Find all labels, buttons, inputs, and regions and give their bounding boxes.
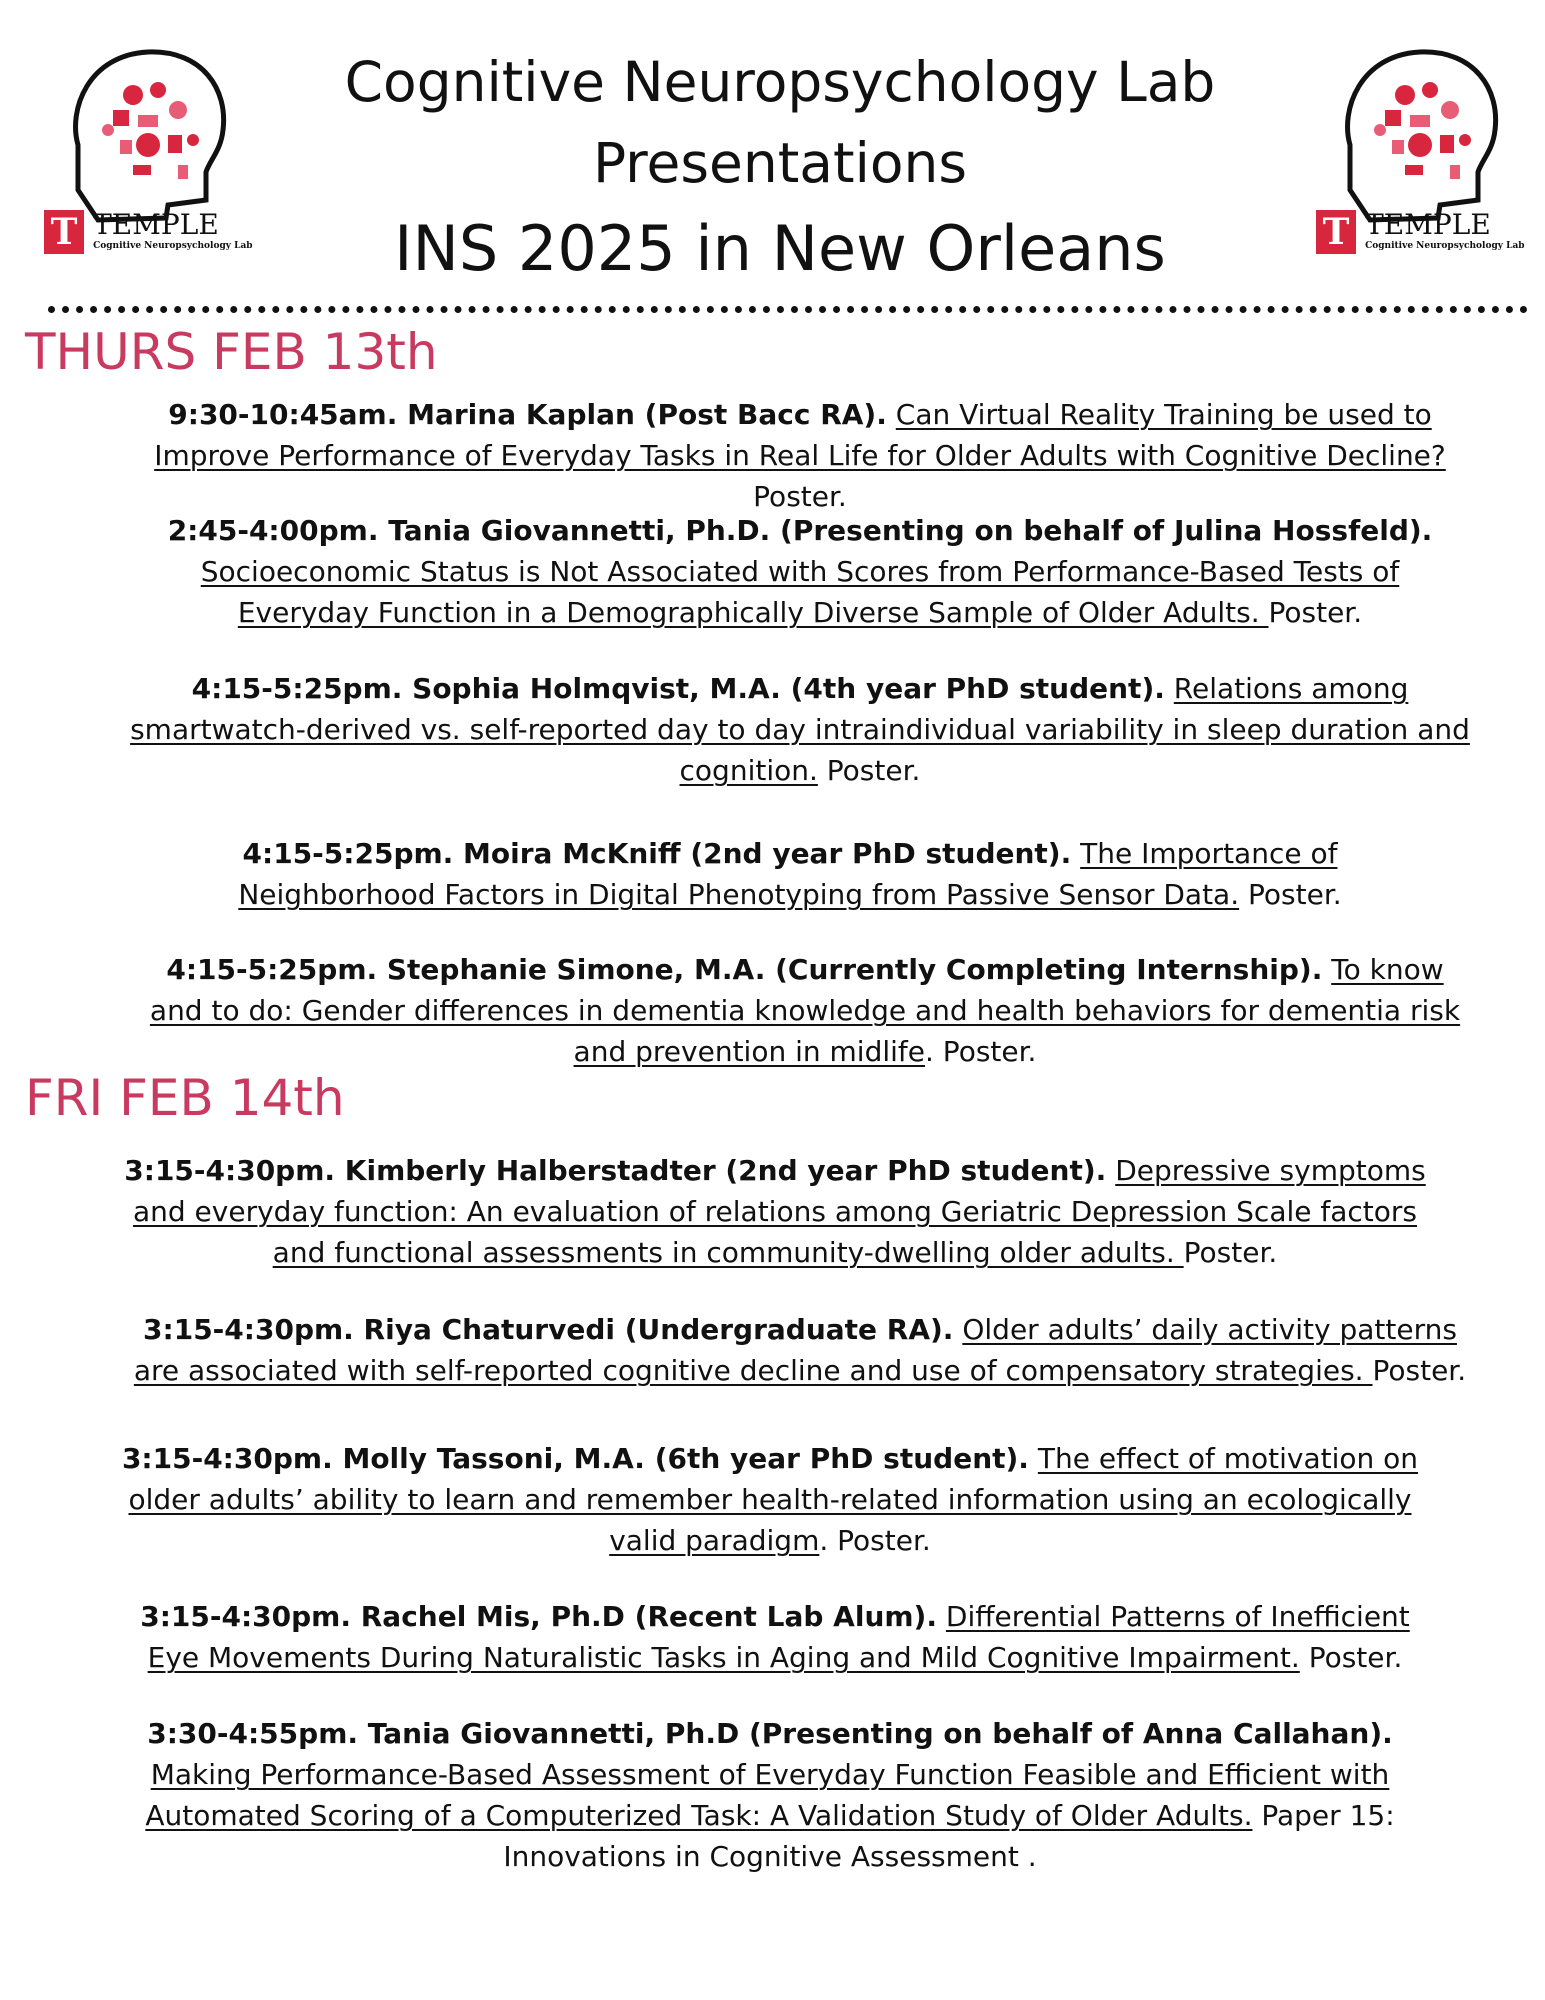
entry-title-link[interactable]: Socioeconomic Status is Not Associated with Scores from Performance-Based Tests of Everyday Function in a Demographically Diverse Sample of Older Adults. [200,555,1400,629]
entry-header: 4:15-5:25pm. Stephanie Simone, M.A. (Currently Completing Internship). [166,953,1323,986]
temple-brand-text: TEMPLE [93,208,219,241]
entry-header: 3:15-4:30pm. Rachel Mis, Ph.D (Recent Lab Alum). [140,1600,937,1633]
page-title-line-3: INS 2025 in New Orleans [394,212,1166,285]
entry-title-link[interactable]: To know and to do: Gender differences in dementia knowledge and health behaviors for dementia risk and prevention in midlife [149,953,1461,1068]
temple-t-icon: T [44,210,84,254]
schedule-entry [110,1713,1430,1877]
entry-type: Poster. [1268,596,1363,629]
entry-type: Poster. [817,754,921,787]
temple-brand-text: TEMPLE [1365,208,1491,241]
temple-brand-sub: Cognitive Neuropsychology Lab [93,241,253,251]
entry-type: Poster. [1299,1641,1403,1674]
entry-header: 3:15-4:30pm. Molly Tassoni, M.A. (6th year PhD student). [121,1442,1029,1475]
schedule-entry [125,1596,1425,1678]
entry-title-link[interactable]: Differential Patterns of Inefficient Eye Movements During Naturalistic Tasks in Aging and Mild Cognitive Impairment. [147,1600,1410,1674]
temple-brand-right [1316,210,1525,254]
day-heading-thursday: THURS FEB 13th [25,323,438,381]
entry-title-link[interactable]: Can Virtual Reality Training be used to Improve Performance of Everyday Tasks in Real Life for Older Adults with Cognitive Decline? [154,398,1446,472]
temple-brand-sub: Cognitive Neuropsychology Lab [1365,241,1525,251]
entry-header: 4:15-5:25pm. Moira McKniff (2nd year PhD student). [242,837,1072,870]
entry-title-link[interactable]: The effect of motivation on older adults’ ability to learn and remember health-related information using an ecologically valid paradigm [128,1442,1419,1557]
entry-type: Poster. [753,480,847,513]
page-title-line-1: Cognitive Neuropsychology Lab [344,50,1216,114]
entry-type: . Poster. [819,1524,931,1557]
entry-type: Paper 15: Innovations in Cognitive Assessment . [503,1799,1395,1873]
entry-header: 9:30-10:45am. Marina Kaplan (Post Bacc RA). [168,398,887,431]
schedule-entry [170,833,1410,915]
entry-title-link[interactable]: Depressive symptoms and everyday function: An evaluation of relations among Geriatric Depression Scale factors and functional assessments in community-dwelling older adults. [132,1154,1426,1269]
day-heading-friday: FRI FEB 14th [25,1069,345,1127]
entry-type: Poster. [1183,1236,1278,1269]
dotted-divider [48,306,1528,313]
entry-header: 3:15-4:30pm. Kimberly Halberstadter (2nd year PhD student). [124,1154,1107,1187]
entry-type: . Poster. [925,1035,1037,1068]
schedule-entry [150,510,1450,633]
schedule-entry [140,949,1470,1072]
entry-title-link[interactable]: Making Performance-Based Assessment of Everyday Function Feasible and Efficient with Automated Scoring of a Computerized Task: A Validation Study of Older Adults. [145,1758,1390,1832]
page-title-line-2: Presentations [592,131,968,195]
entry-title-link[interactable]: The Importance of Neighborhood Factors in Digital Phenotyping from Passive Sensor Data. [238,837,1338,911]
entry-title-link[interactable]: Relations among smartwatch-derived vs. self-reported day to day intraindividual variability in sleep duration and cognition. [130,672,1470,787]
entry-header: 3:30-4:55pm. Tania Giovannetti, Ph.D (Presenting on behalf of Anna Callahan). [147,1717,1393,1750]
entry-header: 3:15-4:30pm. Riya Chaturvedi (Undergraduate RA). [143,1313,954,1346]
schedule-entry [130,1309,1470,1391]
entry-header: 4:15-5:25pm. Sophia Holmqvist, M.A. (4th year PhD student). [191,672,1165,705]
temple-t-icon: T [1316,210,1356,254]
entry-type: Poster. [1239,878,1342,911]
entry-title-link[interactable]: Older adults’ daily activity patterns are associated with self-reported cognitive decline and use of compensatory strategies. [133,1313,1457,1387]
schedule-entry [125,394,1475,517]
entry-type: Poster. [1372,1354,1467,1387]
schedule-entry [105,1150,1445,1273]
temple-brand-left [44,210,253,254]
schedule-entry [100,1438,1440,1561]
entry-header: 2:45-4:00pm. Tania Giovannetti, Ph.D. (Presenting on behalf of Julina Hossfeld). [167,514,1433,547]
schedule-entry [130,668,1470,791]
